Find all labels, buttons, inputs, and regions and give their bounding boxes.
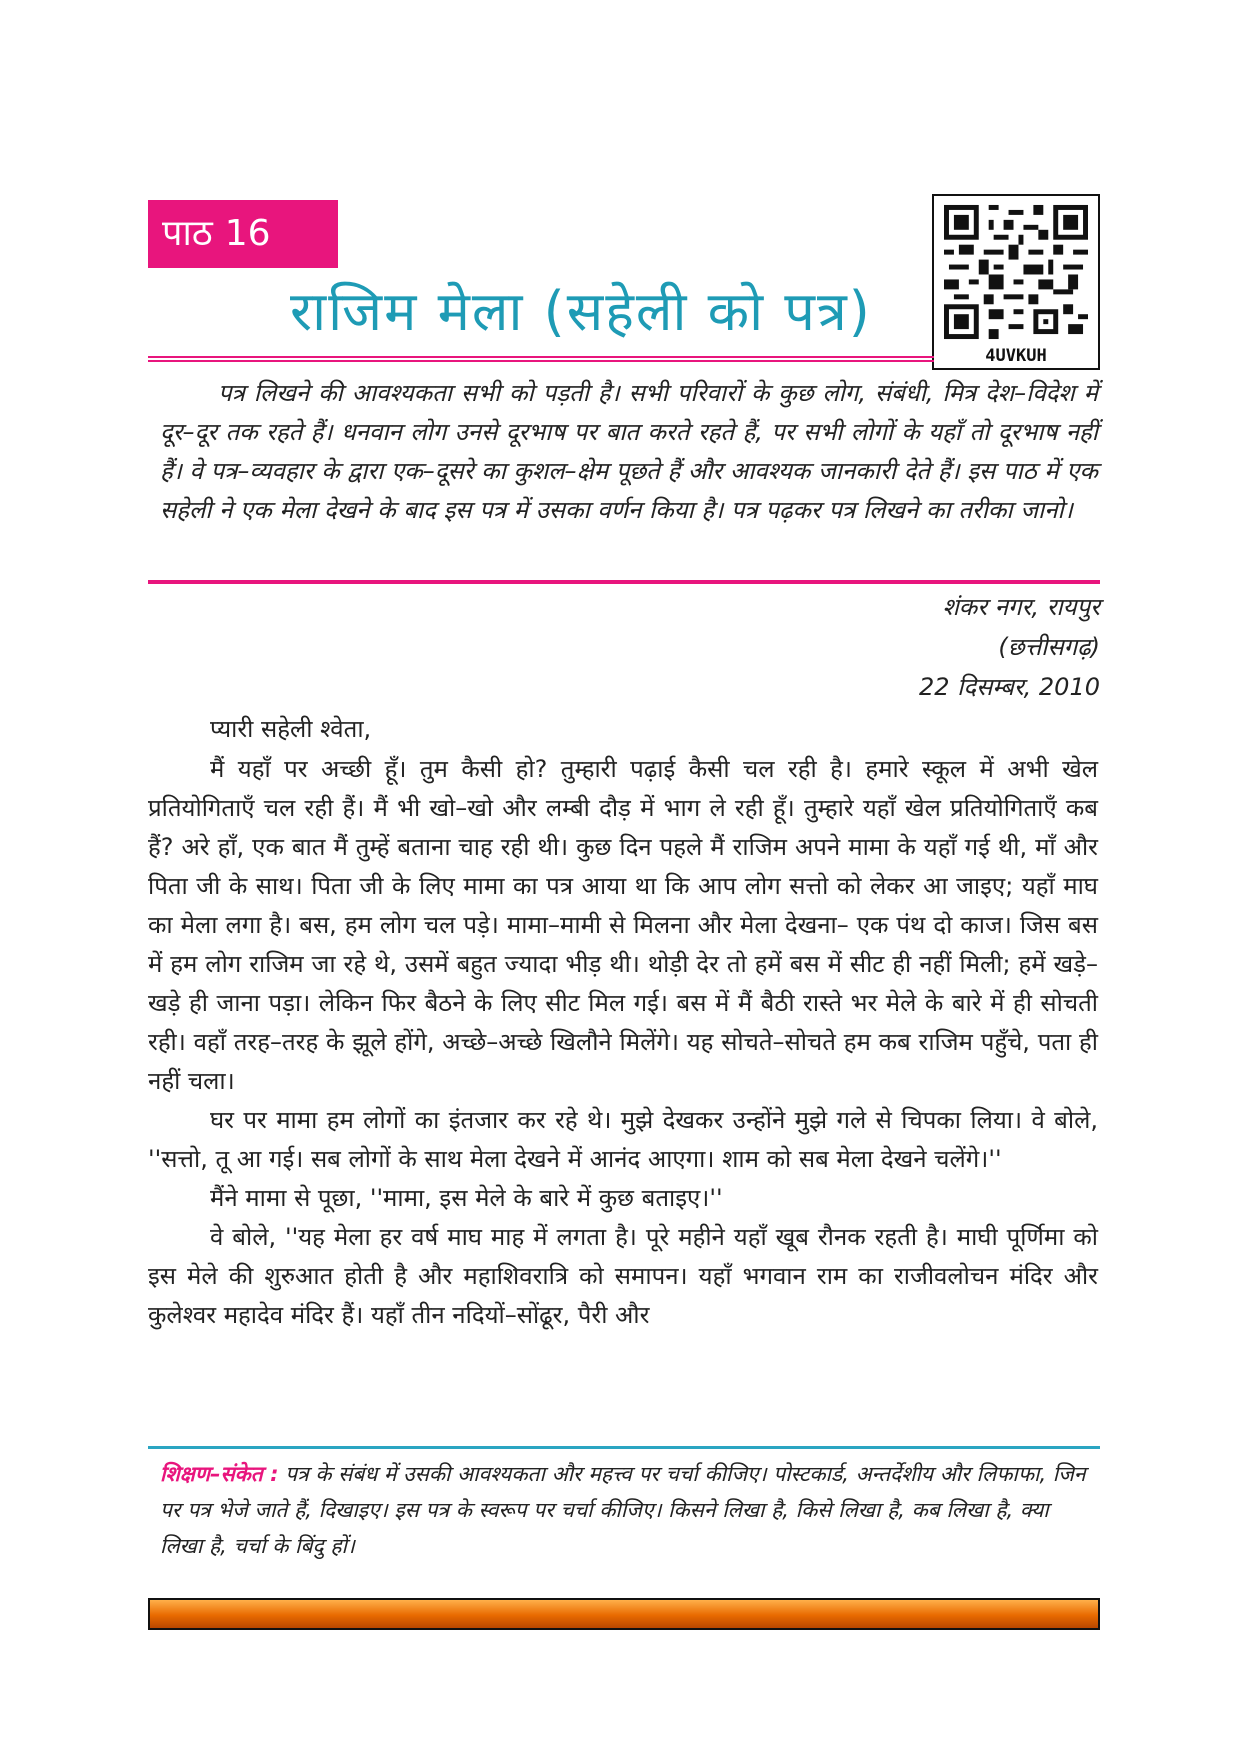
lesson-number-badge — [148, 200, 338, 268]
footer-bar — [148, 1598, 1100, 1630]
letter-greeting: प्यारी सहेली श्वेता, — [210, 715, 372, 743]
intro-paragraph: पत्र लिखने की आवश्यकता सभी को पड़ती है। सभी परिवारों के कुछ लोग, संबंधी, मित्र देश–विदेश में दूर–दूर तक रहते हैं। धनवान लोग उनसे दूरभाष पर बात करते रहते हैं, पर सभी लोगों के यहाँ तो दूरभाष नहीं हैं। वे पत्र–व्यवहार के द्वारा एक–दूसरे का कुशल–क्षेम पूछते हैं और आवश्यक जानकारी देते हैं। इस पाठ में एक सहेली ने एक मेला देखने के बाद इस पत्र में उसका वर्णन किया है। पत्र पढ़कर पत्र लिखने का तरीका जानो। — [160, 379, 1098, 524]
teaching-note-label: शिक्षण–संकेत : — [160, 1462, 279, 1486]
lesson-number: 16 — [224, 213, 271, 254]
qr-code-box[interactable] — [932, 194, 1100, 370]
qr-code-icon — [944, 204, 1088, 340]
letter-paragraph: मैंने मामा से पूछा, ''मामा, इस मेले के बारे में कुछ बताइए।'' — [210, 1184, 723, 1212]
teaching-note-text: पत्र के संबंध में उसकी आवश्यकता और महत्त्व पर चर्चा कीजिए। पोस्टकार्ड, अन्तर्देशीय और लिफाफा, जिन पर पत्र भेजे जाते हैं, दिखाइए। इस पत्र के स्वरूप पर चर्चा कीजिए। किसने लिखा है, किसे लिखा है, कब लिखा है, क्या लिखा है, चर्चा के बिंदु हों। — [160, 1462, 1086, 1558]
qr-code-text: 4UVKUH — [985, 346, 1047, 366]
note-divider — [148, 1446, 1100, 1449]
letter-paragraph: घर पर मामा हम लोगों का इंतजार कर रहे थे। मुझे देखकर उन्होंने मुझे गले से चिपका लिया। वे बोले, ''सत्तो, तू आ गई। सब लोगों के साथ मेला देखने में आनंद आएगा। शाम को सब मेला देखने चलेंगे।'' — [148, 1106, 1098, 1173]
intro-divider — [148, 580, 1100, 584]
sender-address-line2: (छत्तीसगढ़) — [998, 633, 1100, 661]
teaching-note — [160, 1456, 1090, 1564]
letter-date: 22 दिसम्बर, 2010 — [918, 673, 1100, 701]
lesson-title: राजिम मेला (सहेली को पत्र) — [290, 280, 872, 343]
letter-body — [148, 750, 1098, 1335]
letter-paragraph: वे बोले, ''यह मेला हर वर्ष माघ माह में लगता है। पूरे महीने यहाँ खूब रौनक रहती है। माघी पूर्णिमा को इस मेले की शुरुआत होती है और महाशिवरात्रि को समापन। यहाँ भगवान राम का राजीवलोचन मंदिर और कुलेश्वर महादेव मंदिर हैं। यहाँ तीन नदियों–सोंढूर, पैरी और — [148, 1223, 1098, 1329]
sender-address-line1: शंकर नगर, रायपुर — [942, 593, 1100, 621]
letter-paragraph: मैं यहाँ पर अच्छी हूँ। तुम कैसी हो? तुम्हारी पढ़ाई कैसी चल रही है। हमारे स्कूल में अभी खेल प्रतियोगिताएँ चल रही हैं। मैं भी खो–खो और लम्बी दौड़ में भाग ले रही हूँ। तुम्हारे यहाँ खेल प्रतियोगिताएँ कब हैं? अरे हाँ, एक बात मैं तुम्हें बताना चाह रही थी। कुछ दिन पहले मैं राजिम अपने मामा के यहाँ गई थी, माँ और पिता जी के साथ। पिता जी के लिए मामा का पत्र आया था कि आप लोग सत्तो को लेकर आ जाइए; यहाँ माघ का मेला लगा है। बस, हम लोग चल पड़े। मामा–मामी से मिलना और मेला देखना– एक पंथ दो काज। जिस बस में हम लोग राजिम जा रहे थे, उसमें बहुत ज्यादा भीड़ थी। थोड़ी देर तो हमें बस में सीट ही नहीं मिली; हमें खड़े–खड़े ही जाना पड़ा। लेकिन फिर बैठने के लिए सीट मिल गई। बस में मैं बैठी रास्ते भर मेले के बारे में ही सोचती रही। वहाँ तरह–तरह के झूले होंगे, अच्छे–अच्छे खिलौने मिलेंगे। यह सोचते–सोचते हम कब राजिम पहुँचे, पता ही नहीं चला। — [148, 755, 1098, 1095]
lesson-label: पाठ — [162, 213, 213, 254]
title-underline — [148, 356, 934, 362]
